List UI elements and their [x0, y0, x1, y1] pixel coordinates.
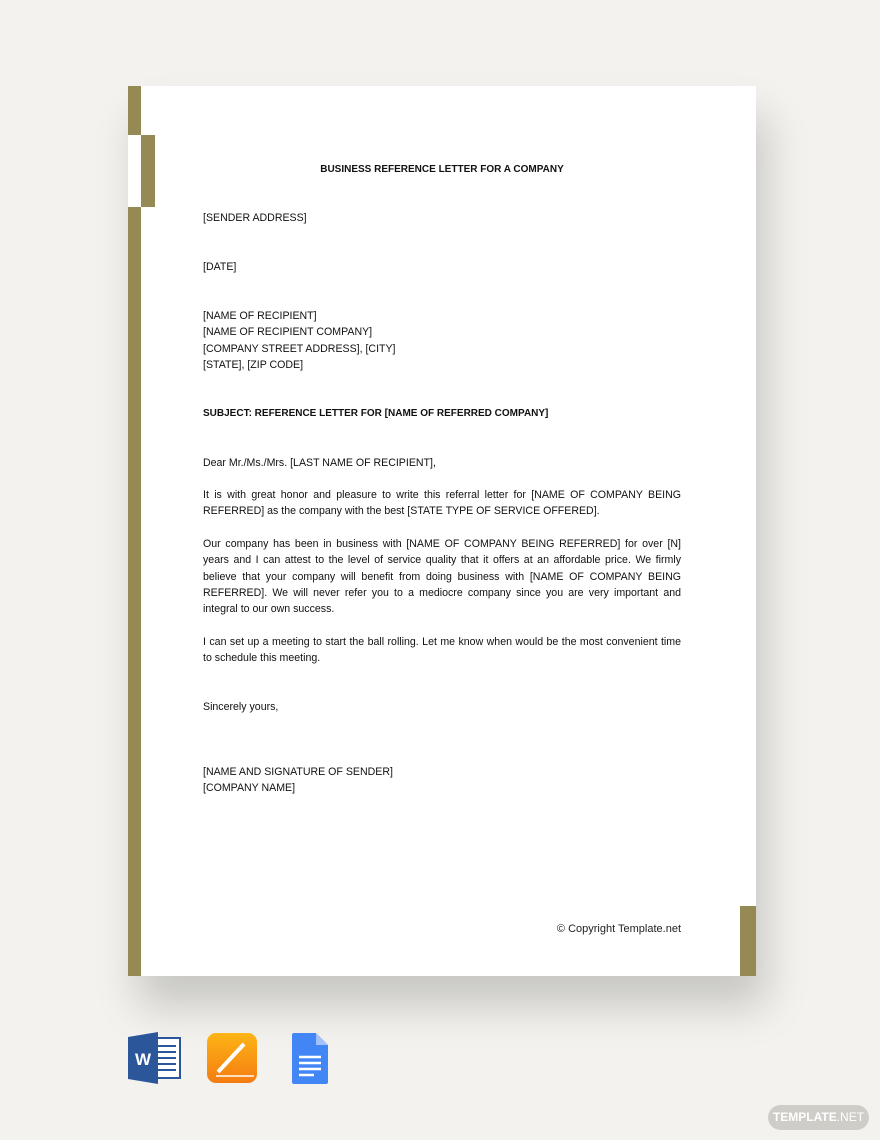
template-net-badge[interactable] [768, 1105, 869, 1130]
paragraph: Our company has been in business with [NAME OF COMPANY BEING REFERRED] for over [N] years and I can attest to the level of service quality that it offers at an affordable price. We firmly believe that your company will benefit from doing business with [NAME OF COMPANY BEING REFERRED]. We will never refer you to a mediocre company since you are very important and integral to our own success. [203, 538, 681, 616]
letter-page [128, 86, 756, 976]
word-icon[interactable] [128, 1032, 180, 1084]
app-icons [128, 1032, 336, 1084]
date: [DATE] [203, 261, 237, 273]
recipient-block [203, 308, 681, 373]
signature-block [203, 764, 681, 797]
pages-icon[interactable] [206, 1032, 258, 1084]
badge-text: TEMPLATE [772, 1110, 837, 1124]
recipient-line: [NAME OF RECIPIENT COMPANY] [203, 326, 373, 339]
badge-text-light: .NET [836, 1110, 865, 1124]
sender-address: [SENDER ADDRESS] [203, 212, 307, 224]
recipient-line: [COMPANY STREET ADDRESS], [CITY] [203, 342, 396, 355]
copyright: © Copyright Template.net [556, 923, 681, 935]
recipient-line: [STATE], [ZIP CODE] [203, 358, 304, 371]
paragraph: It is with great honor and pleasure to write this referral letter for [NAME OF COMPANY BEING REFERRED] as the company with the best [STATE TYPE OF SERVICE OFFERED]. [203, 489, 681, 518]
accent-bar [128, 86, 141, 135]
accent-bar [128, 207, 141, 976]
closing: Sincerely yours, [203, 701, 279, 713]
recipient-line: [NAME OF RECIPIENT] [203, 310, 317, 322]
salutation: Dear Mr./Ms./Mrs. [LAST NAME OF RECIPIENT], [203, 457, 436, 469]
paragraph: I can set up a meeting to start the ball rolling. Let me know when would be the most convenient time to schedule this meeting. [203, 636, 681, 665]
signature-line: [COMPANY NAME] [203, 782, 296, 795]
subject: SUBJECT: REFERENCE LETTER FOR [NAME OF REFERRED COMPANY] [203, 408, 549, 419]
accent-bar [141, 135, 155, 207]
accent-bar [740, 906, 756, 976]
signature-line: [NAME AND SIGNATURE OF SENDER] [203, 766, 393, 778]
letter-title: BUSINESS REFERENCE LETTER FOR A COMPANY [320, 164, 564, 175]
google-docs-icon[interactable] [284, 1032, 336, 1084]
svg-text:W: W [134, 1050, 152, 1069]
